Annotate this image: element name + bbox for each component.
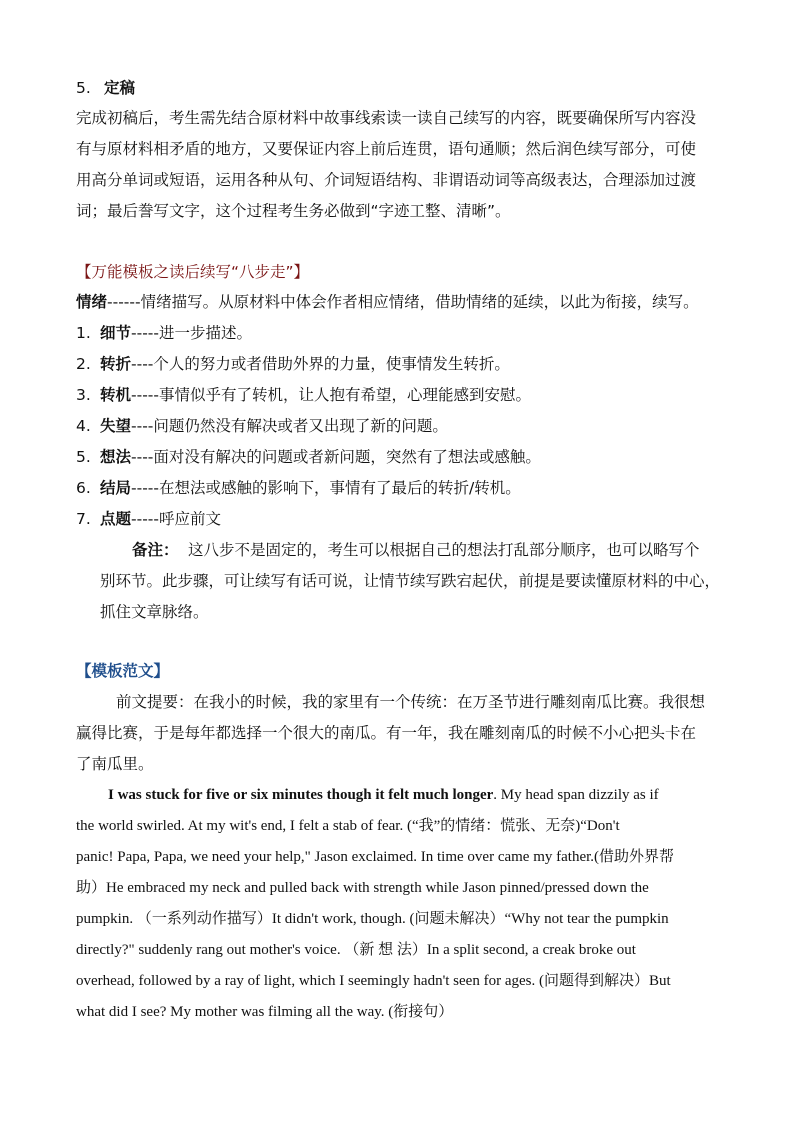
step-text: ----面对没有解决的问题或者新问题，突然有了想法或感触。	[131, 448, 541, 466]
step-term: 点题	[100, 510, 132, 528]
step-number: 5.	[76, 448, 91, 466]
step-text: ------情绪描写。从原材料中体会作者相应情绪，借助情绪的延续，以此为衔接，续写。	[107, 293, 699, 311]
step-text: -----进一步描述。	[131, 324, 252, 342]
note-line: 别环节。此步骤，可让续写有话可说，让情节续写跌宕起伏，前提是要读懂原材料的中心，	[100, 572, 721, 590]
section-title: 定稿	[104, 79, 136, 97]
step-item	[76, 416, 448, 436]
step-emotion	[76, 292, 699, 312]
step-text: ----个人的努力或者借助外界的力量，使事情发生转折。	[131, 355, 510, 373]
section-number: 5.	[76, 79, 91, 97]
step-item	[76, 385, 531, 405]
step-term: 想法	[100, 448, 132, 466]
step-item	[76, 323, 252, 343]
step-number: 2.	[76, 355, 91, 373]
step-number: 3.	[76, 386, 91, 404]
essay-line: directly?" suddenly rang out mother's voice. （新 想 法）In a split second, a creak broke out	[76, 942, 636, 958]
note-label: 备注：	[132, 541, 179, 559]
essay-bold-sentence: I was stuck for five or six minutes though it felt much longer	[108, 787, 494, 803]
intro-line: 了南瓜里。	[76, 755, 154, 773]
essay-text: . My head span dizzily as if	[493, 787, 659, 803]
essay-line: what did I see? My mother was filming all the way. (衔接句）	[76, 1004, 454, 1020]
step-item	[76, 354, 510, 374]
paragraph-line: 用高分单词或短语，运用各种从句、介词短语结构、非谓语动词等高级表达，合理添加过渡	[76, 171, 697, 189]
paragraph-line: 完成初稿后，考生需先结合原材料中故事线索读一读自己续写的内容，既要确保所写内容没	[76, 109, 697, 127]
step-term: 细节	[100, 324, 132, 342]
step-text: ----问题仍然没有解决或者又出现了新的问题。	[131, 417, 448, 435]
sample-heading: 【模板范文】	[76, 662, 170, 680]
intro-line: 前文提要：在我小的时候，我的家里有一个传统：在万圣节进行雕刻南瓜比赛。我很想	[116, 693, 706, 711]
essay-line: pumpkin. （一系列动作描写）It didn't work, though. (问题未解决）“Why not tear the pumpkin	[76, 911, 669, 927]
essay-line: 助）He embraced my neck and pulled back with strength while Jason pinned/pressed down the	[76, 880, 649, 896]
step-number: 1.	[76, 324, 91, 342]
step-text: -----在想法或感触的影响下，事情有了最后的转折/转机。	[131, 479, 521, 497]
essay-line: the world swirled. At my wit's end, I felt a stab of fear. (“我”的情绪：慌张、无奈)“Don't	[76, 818, 620, 834]
section-5-heading	[76, 78, 135, 98]
step-term: 转机	[100, 386, 132, 404]
step-number: 6.	[76, 479, 91, 497]
essay-line	[108, 785, 659, 805]
paragraph-line: 有与原材料相矛盾的地方，又要保证内容上前后连贯，语句通顺；然后润色续写部分，可使	[76, 140, 697, 158]
note-text: 这八步不是固定的，考生可以根据自己的想法打乱部分顺序，也可以略写个	[188, 541, 700, 559]
step-item	[76, 447, 541, 467]
step-term: 情绪	[76, 293, 108, 311]
step-item	[76, 478, 521, 498]
note-line	[132, 540, 700, 560]
paragraph-line: 词；最后誊写文字，这个过程考生务必做到“字迹工整、清晰”。	[76, 202, 511, 220]
step-number: 7.	[76, 510, 91, 528]
step-term: 转折	[100, 355, 132, 373]
step-item	[76, 509, 221, 529]
intro-line: 赢得比赛，于是每年都选择一个很大的南瓜。有一年，我在雕刻南瓜的时候不小心把头卡在	[76, 724, 697, 742]
step-term: 失望	[100, 417, 132, 435]
template-heading: 【万能模板之读后续写“八步走”】	[76, 263, 310, 281]
step-text: -----呼应前文	[131, 510, 221, 528]
essay-line: panic! Papa, Papa, we need your help," Jason exclaimed. In time over came my father.(借助外界帮	[76, 849, 675, 865]
step-number: 4.	[76, 417, 91, 435]
step-text: -----事情似乎有了转机，让人抱有希望，心理能感到安慰。	[131, 386, 531, 404]
step-term: 结局	[100, 479, 132, 497]
essay-line: overhead, followed by a ray of light, which I seemingly hadn't seen for ages. (问题得到解决）But	[76, 973, 671, 989]
note-line: 抓住文章脉络。	[100, 603, 209, 621]
